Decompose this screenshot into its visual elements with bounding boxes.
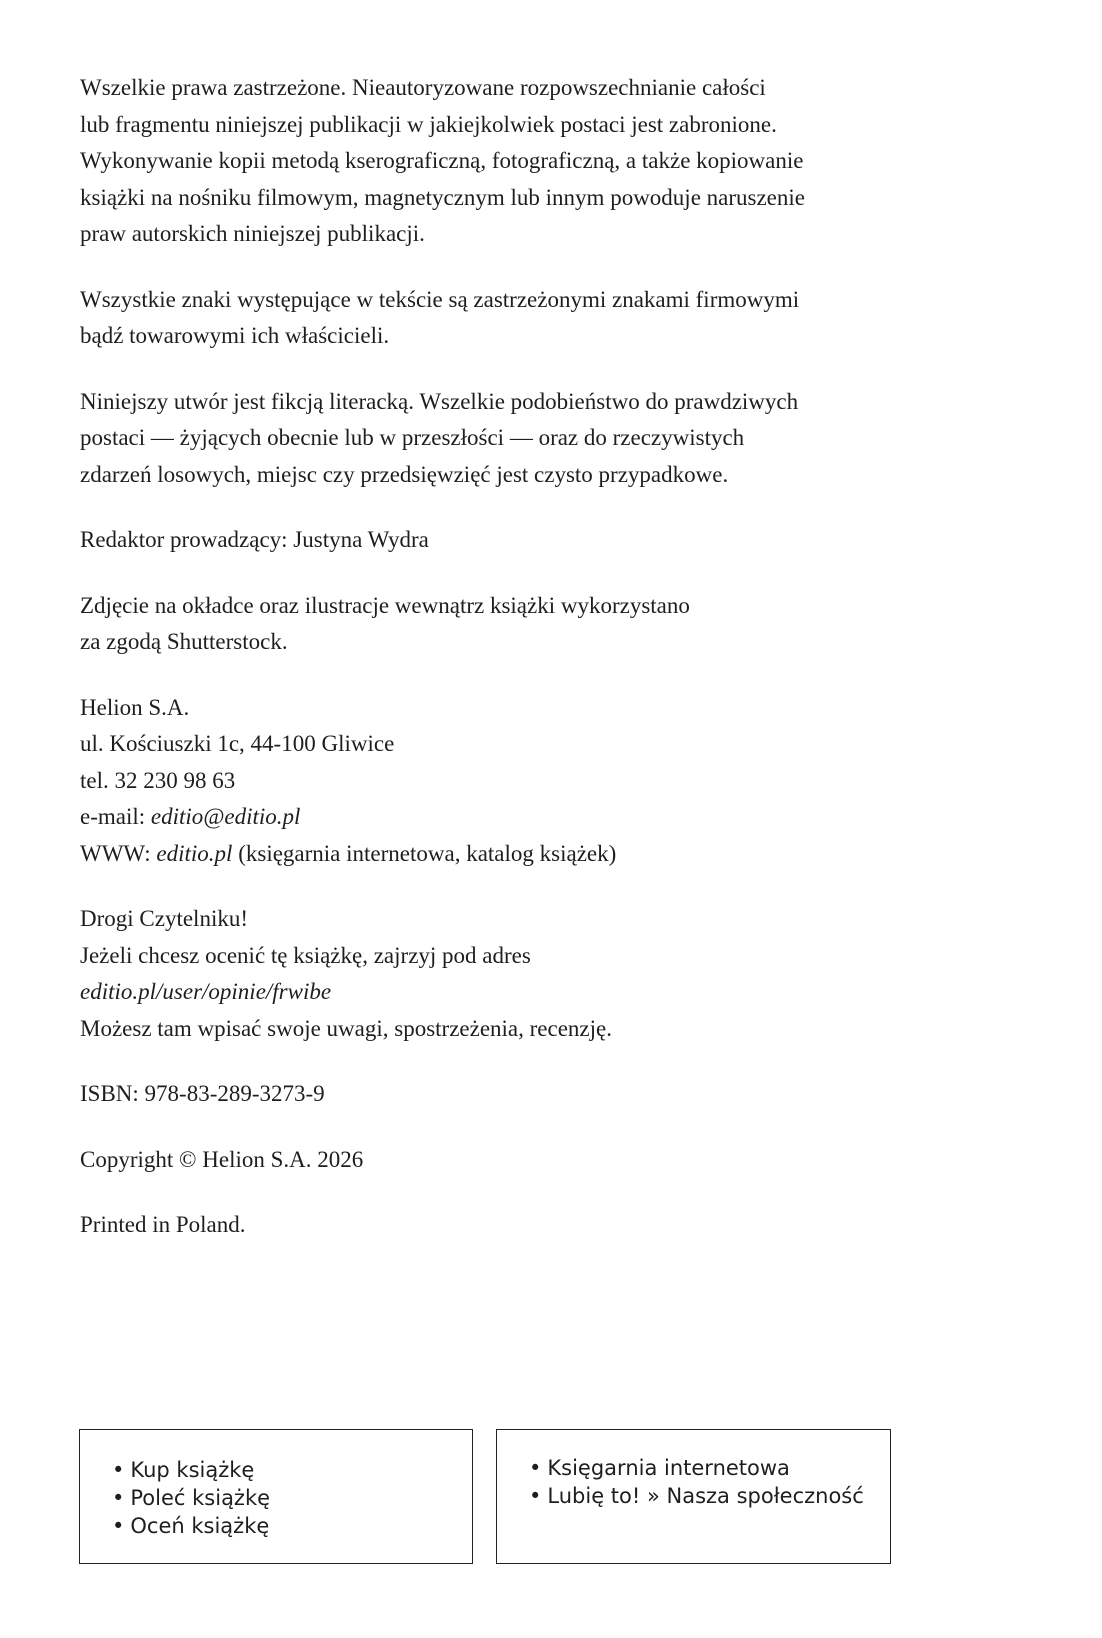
publisher-email-line <box>80 799 980 836</box>
publisher-phone: tel. 32 230 98 63 <box>80 767 236 793</box>
publisher-address: ul. Kościuszki 1c, 44-100 Gliwice <box>80 731 395 756</box>
publisher-name: Helion S.A. <box>80 694 190 720</box>
fiction-notice <box>80 384 980 494</box>
fiction-notice-line: postaci — żyjących obecnie lub w przeszłości — oraz do rzeczywistych <box>80 425 745 450</box>
link-label: Lubię to! » Nasza społeczność <box>547 1484 864 1508</box>
photo-credit-line: za zgodą Shutterstock. <box>80 629 288 654</box>
email-link[interactable]: editio@editio.pl <box>150 804 301 829</box>
reader-note <box>80 901 980 1047</box>
bullet: • <box>529 1484 542 1508</box>
copyright-notice-line: Wykonywanie kopii metodą kserograficzną, fotograficzną, a także kopiowanie <box>80 148 804 173</box>
online-bookstore-link[interactable] <box>529 1454 864 1482</box>
bullet: • <box>529 1456 542 1480</box>
link-label: Poleć książkę <box>130 1486 271 1510</box>
photo-credit <box>80 588 980 661</box>
publisher-info <box>80 690 980 873</box>
printed-in <box>80 1207 980 1244</box>
editor-line: Redaktor prowadzący: Justyna Wydra <box>80 527 429 552</box>
rate-book-link[interactable] <box>112 1512 270 1540</box>
www-note: (księgarnia internetowa, katalog książek) <box>232 840 617 866</box>
trademark-notice-line: bądź towarowymi ich właścicieli. <box>80 323 390 348</box>
reader-note-line: Jeżeli chcesz ocenić tę książkę, zajrzyj pod adres <box>80 942 531 968</box>
copyright-notice-line: lub fragmentu niniejszej publikacji w jakiejkolwiek postaci jest zabronione. <box>80 111 777 137</box>
recommend-book-link[interactable] <box>112 1484 270 1512</box>
photo-credit-line: Zdjęcie na okładce oraz ilustracje wewnątrz książki wykorzystano <box>80 592 690 618</box>
fiction-notice-line: zdarzeń losowych, miejsc czy przedsięwzięć jest czysto przypadkowe. <box>80 461 729 487</box>
book-actions-box <box>79 1429 473 1564</box>
book-actions-list <box>112 1456 270 1540</box>
copyright-notice-line: Wszelkie prawa zastrzeżone. Nieautoryzowane rozpowszechnianie całości <box>80 75 766 100</box>
www-link[interactable]: editio.pl <box>156 840 233 866</box>
opinion-url-link[interactable]: editio.pl/user/opinie/frwibe <box>80 979 332 1004</box>
printed-line: Printed in Poland. <box>80 1212 246 1237</box>
copyright-notice <box>80 70 980 253</box>
bookstore-links-list <box>529 1454 864 1510</box>
bullet: • <box>112 1486 125 1510</box>
link-label: Księgarnia internetowa <box>547 1456 790 1480</box>
bullet: • <box>112 1458 125 1482</box>
community-link[interactable] <box>529 1482 864 1510</box>
copyright-line: Copyright © Helion S.A. 2026 <box>80 1146 364 1172</box>
email-label: e-mail: <box>80 804 151 829</box>
trademark-notice-line: Wszystkie znaki występujące w tekście są zastrzeżonymi znakami firmowymi <box>80 286 800 312</box>
copyright-notice-line: książki na nośniku filmowym, magnetycznym lub innym powoduje naruszenie <box>80 184 805 210</box>
trademark-notice <box>80 282 980 355</box>
reader-note-line: Możesz tam wpisać swoje uwagi, spostrzeżenia, recenzję. <box>80 1015 612 1041</box>
imprint-page <box>80 70 980 1273</box>
bullet: • <box>112 1514 125 1538</box>
www-label: WWW: <box>80 840 157 866</box>
editor-credit <box>80 522 980 559</box>
reader-greeting: Drogi Czytelniku! <box>80 906 248 931</box>
link-label: Kup książkę <box>130 1458 255 1482</box>
fiction-notice-line: Niniejszy utwór jest fikcją literacką. Wszelkie podobieństwo do prawdziwych <box>80 388 799 414</box>
copyright-notice-line: praw autorskich niniejszej publikacji. <box>80 221 425 246</box>
bookstore-links-box <box>496 1429 891 1564</box>
isbn <box>80 1076 980 1113</box>
isbn-line: ISBN: 978-83-289-3273-9 <box>80 1081 325 1106</box>
buy-book-link[interactable] <box>112 1456 270 1484</box>
publisher-www-line <box>80 836 980 873</box>
link-label: Oceń książkę <box>130 1514 270 1538</box>
copyright <box>80 1142 980 1179</box>
